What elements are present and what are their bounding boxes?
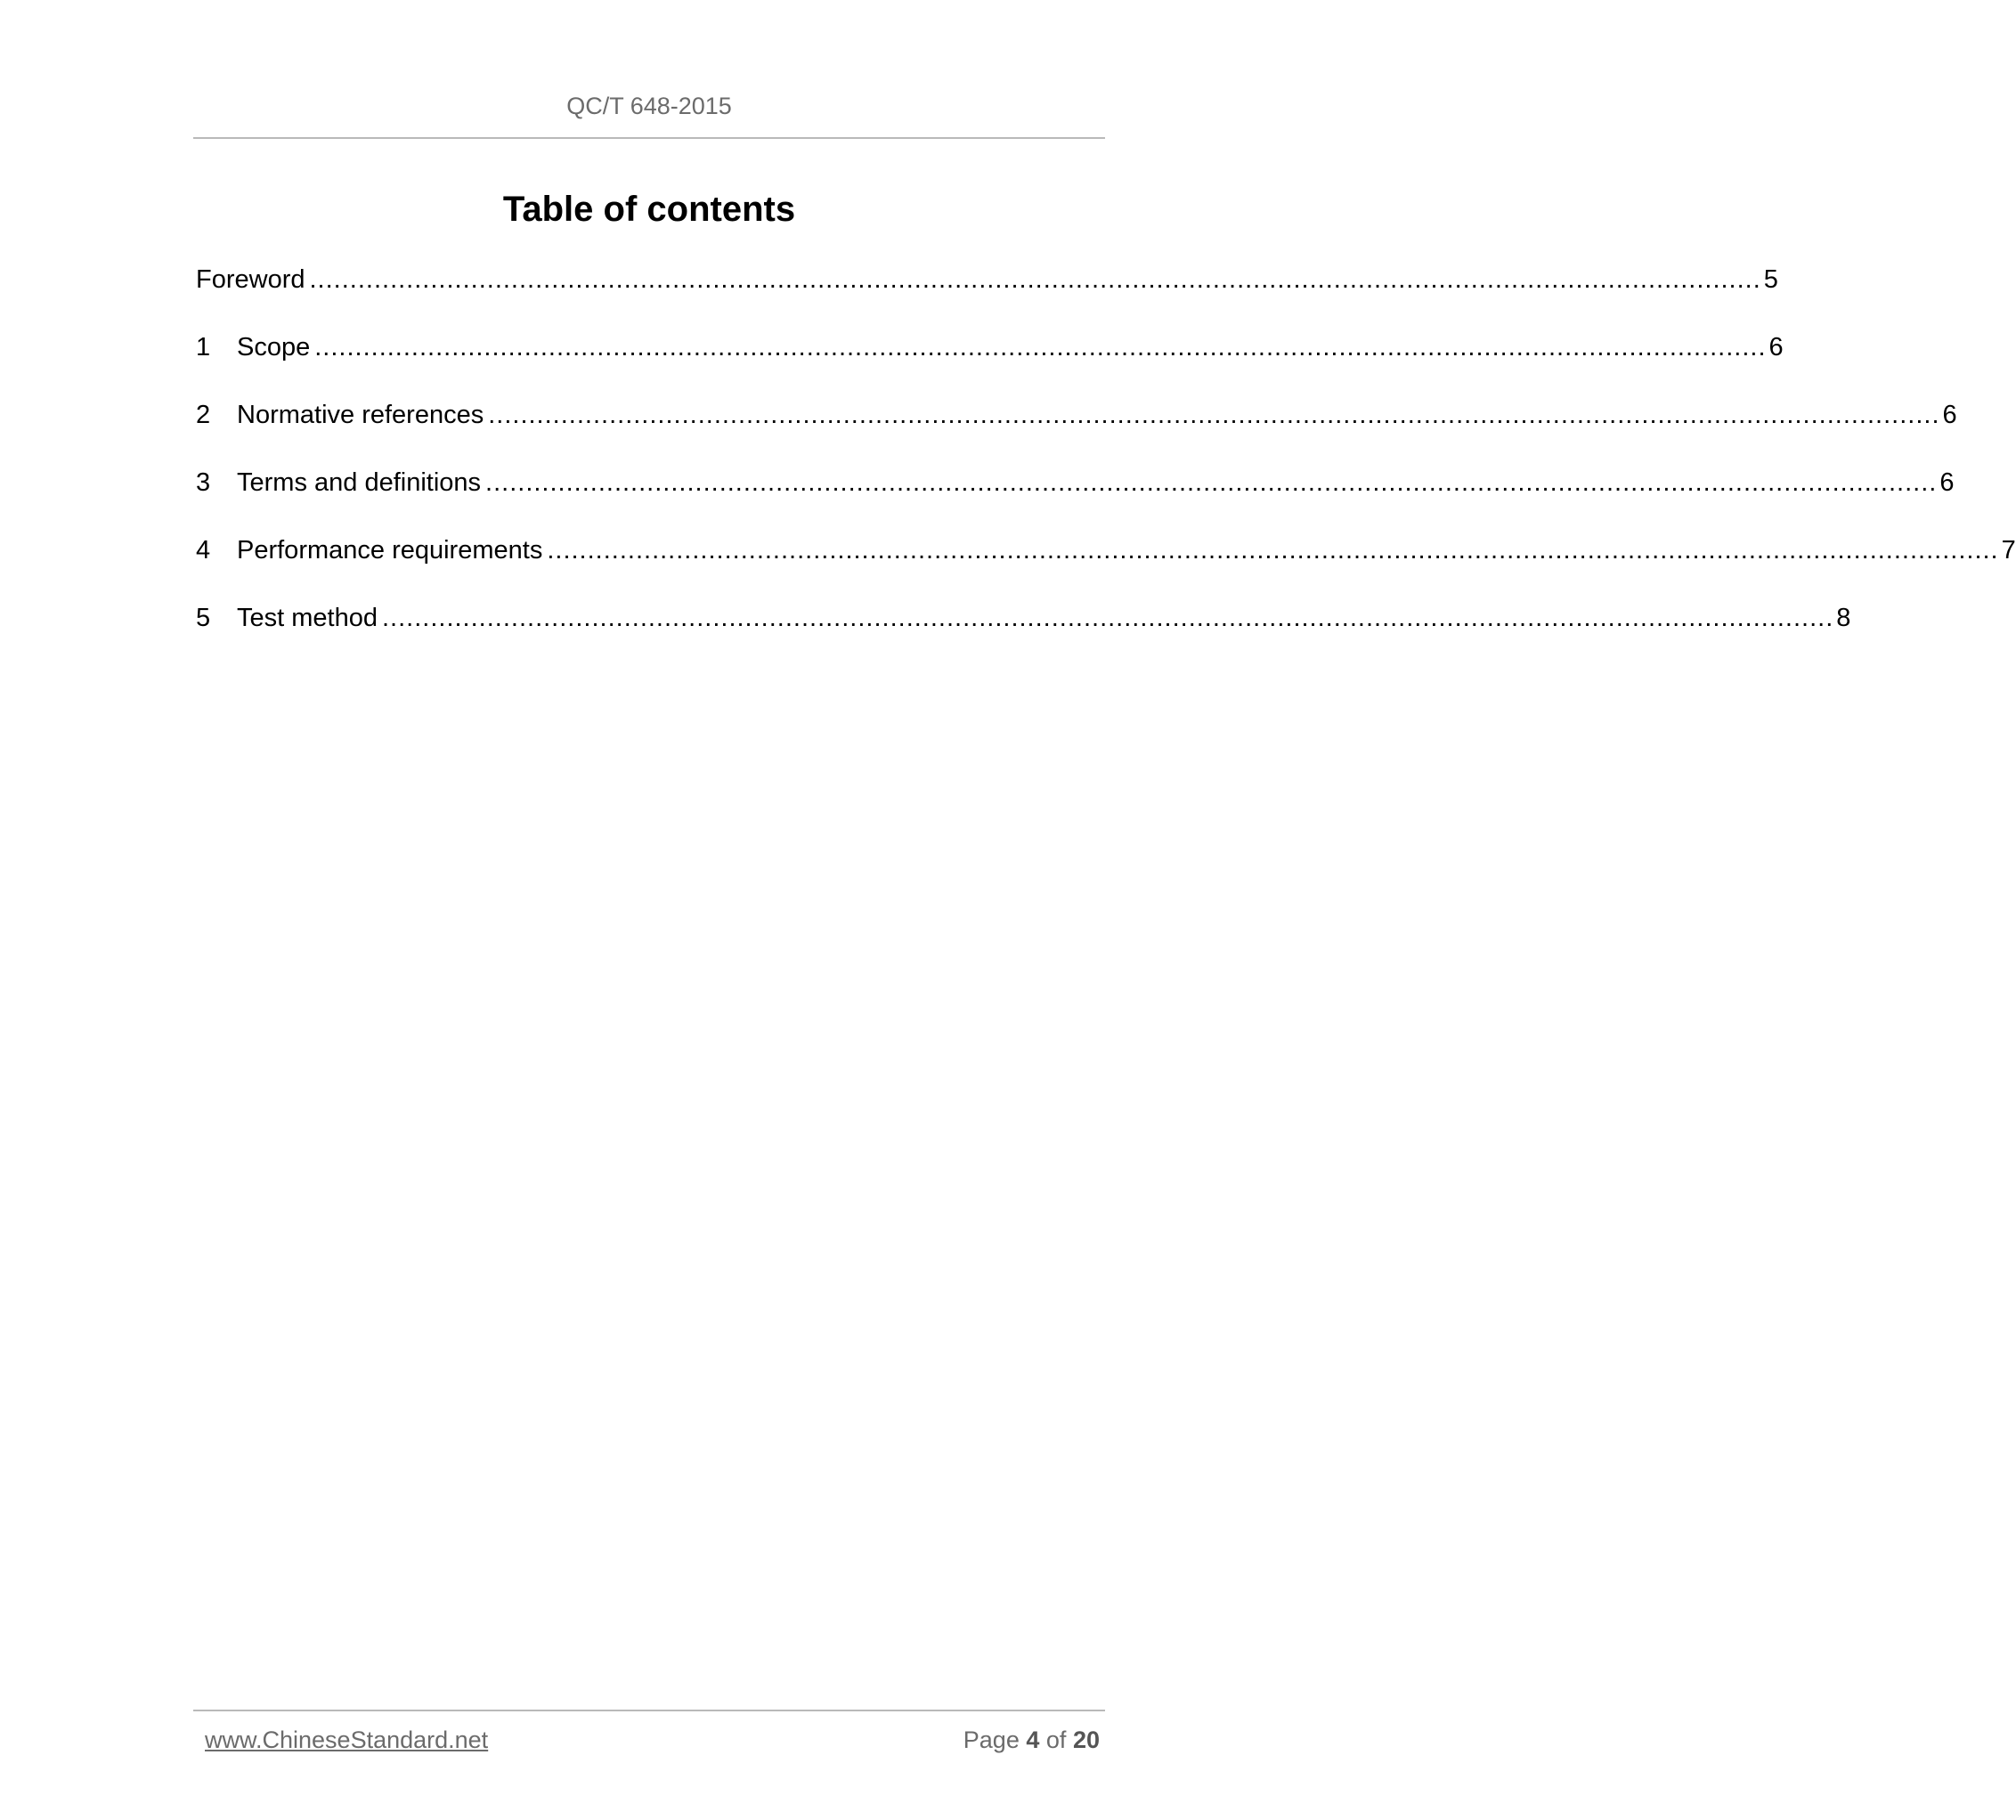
toc-entry-page: 5 (1763, 265, 1778, 294)
page-word: Page (963, 1727, 1020, 1753)
toc-entry-page: 7 (2001, 536, 2016, 565)
toc-entry-page: 8 (1836, 604, 1851, 632)
dot-leader: .................................................................................................................................................................................... (485, 468, 1938, 497)
total-pages-number: 20 (1072, 1727, 1100, 1753)
page-indicator (963, 1727, 1100, 1754)
footer-divider (193, 1710, 1105, 1711)
current-page-number: 4 (1026, 1727, 1040, 1753)
dot-leader: .................................................................................................................................................................................... (381, 604, 1834, 632)
toc-entry-number: 1 (196, 333, 211, 362)
toc-entry-terms-and-definitions[interactable] (196, 465, 1955, 532)
dot-leader: .................................................................................................................................................................................... (309, 265, 1761, 294)
toc-entry-normative-references[interactable] (196, 397, 1957, 465)
dot-leader: .................................................................................................................................................................................... (547, 536, 1999, 565)
toc-entry-label: Performance requirements (237, 536, 543, 565)
dot-leader: .................................................................................................................................................................................... (314, 333, 1767, 362)
toc-entry-page: 6 (1942, 401, 1957, 429)
toc-entry-scope[interactable] (196, 329, 1784, 397)
of-word: of (1045, 1727, 1067, 1753)
toc-entry-test-method[interactable] (196, 600, 1851, 668)
website-link[interactable]: www.ChineseStandard.net (205, 1727, 489, 1753)
toc-entry-number: 5 (196, 604, 211, 632)
toc-entry-performance-requirements[interactable] (196, 532, 2016, 600)
toc-entry-foreword[interactable] (196, 262, 1778, 329)
toc-title: Table of contents (502, 190, 796, 229)
toc-entry-number: 3 (196, 468, 211, 497)
toc-entry-label: Scope (237, 333, 311, 362)
toc-entry-label: Foreword (196, 265, 305, 294)
toc-entry-label: Test method (237, 604, 378, 632)
table-of-contents (196, 262, 2016, 668)
toc-entry-page: 6 (1768, 333, 1784, 362)
toc-entry-label: Terms and definitions (237, 468, 482, 497)
toc-entry-number: 2 (196, 401, 211, 429)
dot-leader: .................................................................................................................................................................................... (488, 401, 1940, 429)
document-code-header: QC/T 648-2015 (566, 93, 732, 119)
header-divider (193, 137, 1105, 139)
toc-entry-page: 6 (1939, 468, 1955, 497)
toc-entry-label: Normative references (237, 401, 484, 429)
toc-entry-number: 4 (196, 536, 211, 565)
